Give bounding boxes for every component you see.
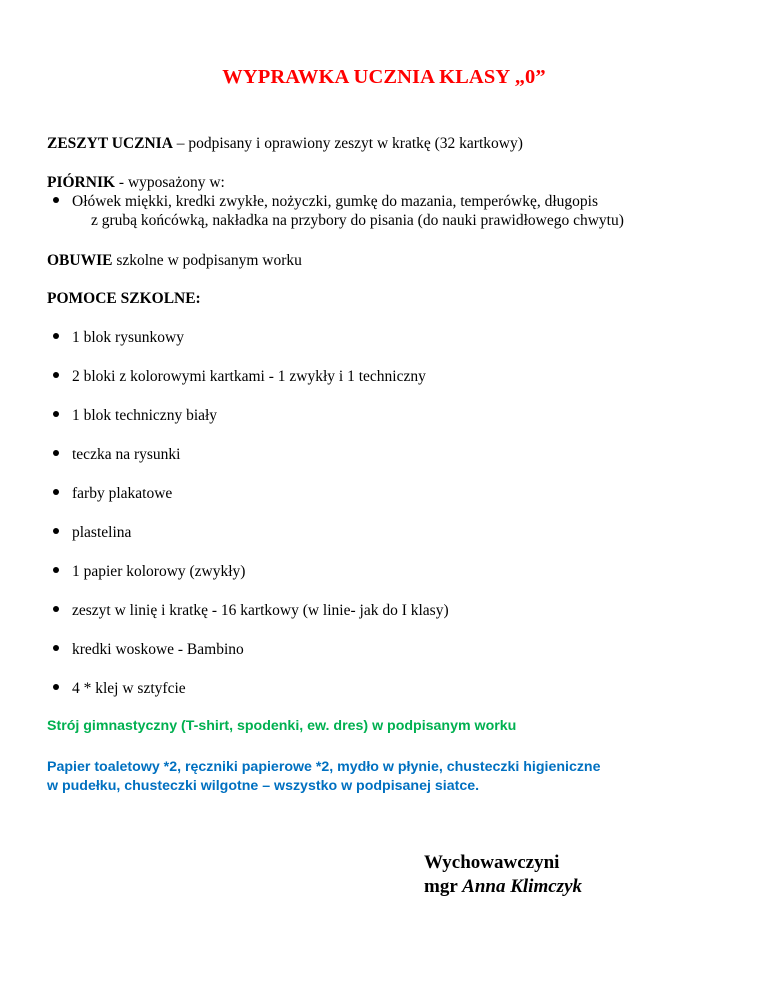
papier-line2: w pudełku, chusteczki wilgotne – wszystko w podpisanej siatce. (47, 778, 480, 794)
signature-role: Wychowawczyni (424, 852, 560, 873)
list-item (53, 485, 172, 503)
piornik-item-line1: Ołówek miękki, kredki zwykłe, nożyczki, gumkę do mazania, temperówkę, długopis (72, 193, 598, 210)
papier-line1: Papier toaletowy *2, ręczniki papierowe *2, mydło w płynie, chusteczki higieniczne (47, 759, 601, 775)
bullet-icon (53, 450, 59, 456)
list-item-text: farby plakatowe (72, 485, 173, 502)
bullet-icon (53, 645, 59, 651)
list-item (53, 680, 186, 698)
document-title: WYPRAWKA UCZNIA KLASY „0” (222, 66, 546, 88)
signature-name-line (424, 876, 582, 898)
piornik-label: PIÓRNIK (47, 174, 116, 191)
list-item (53, 446, 180, 464)
list-item (53, 407, 217, 425)
list-item (53, 524, 131, 542)
obuwie-paragraph (47, 252, 302, 270)
bullet-icon (53, 197, 59, 203)
piornik-item (53, 193, 598, 211)
zeszyt-paragraph (47, 135, 523, 153)
bullet-icon (53, 411, 59, 417)
list-item-text: 1 papier kolorowy (zwykły) (72, 563, 246, 580)
piornik-paragraph (47, 174, 225, 192)
list-item-text: 4 * klej w sztyfcie (72, 680, 186, 697)
bullet-icon (53, 684, 59, 690)
piornik-text: - wyposażony w: (115, 174, 225, 191)
bullet-icon (53, 489, 59, 495)
list-item (53, 368, 426, 386)
list-item (53, 602, 449, 620)
zeszyt-text: – podpisany i oprawiony zeszyt w kratkę (32 kartkowy) (172, 135, 523, 152)
obuwie-text: szkolne w podpisanym worku (112, 252, 302, 269)
list-item-text: kredki woskowe - Bambino (72, 641, 244, 658)
list-item-text: zeszyt w linię i kratkę - 16 kartkowy (w linie- jak do I klasy) (72, 602, 449, 619)
piornik-item-line2: z grubą końcówką, nakładka na przybory do pisania (do nauki prawidłowego chwytu) (91, 212, 624, 229)
zeszyt-label: ZESZYT UCZNIA (47, 135, 173, 152)
bullet-icon (53, 567, 59, 573)
list-item-text: 1 blok techniczny biały (72, 407, 218, 424)
bullet-icon (53, 606, 59, 612)
pomoce-heading: POMOCE SZKOLNE: (47, 290, 201, 307)
list-item-text: 2 bloki z kolorowymi kartkami - 1 zwykły i 1 techniczny (72, 368, 426, 385)
stroj-paragraph: Strój gimnastyczny (T-shirt, spodenki, ew. dres) w podpisanym worku (47, 718, 517, 734)
list-item (53, 563, 245, 581)
list-item (53, 641, 244, 659)
bullet-icon (53, 372, 59, 378)
obuwie-label: OBUWIE (47, 252, 113, 269)
bullet-icon (53, 528, 59, 534)
bullet-icon (53, 333, 59, 339)
list-item (53, 329, 184, 347)
list-item-text: 1 blok rysunkowy (72, 329, 184, 346)
list-item-text: plastelina (72, 524, 132, 541)
list-item-text: teczka na rysunki (72, 446, 181, 463)
signature-prefix: mgr (424, 876, 463, 897)
signature-name: Anna Klimczyk (462, 876, 582, 897)
